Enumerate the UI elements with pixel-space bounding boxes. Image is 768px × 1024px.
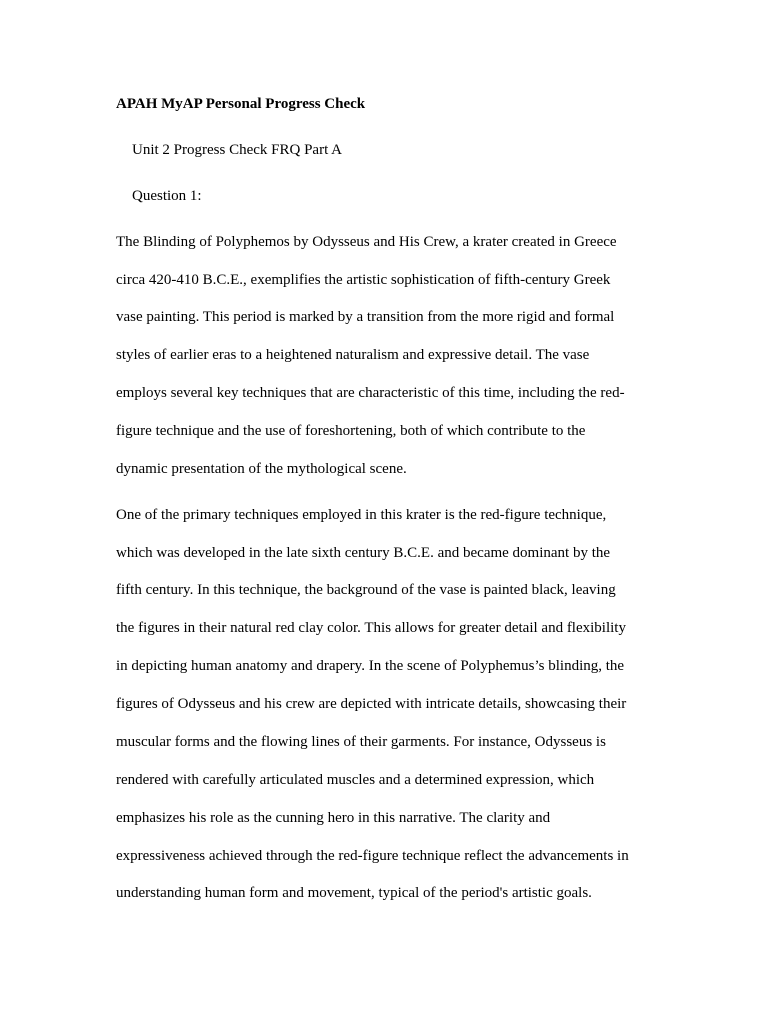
paragraph-line: One of the primary techniques employed in this krater is the red-figure technique, [116, 507, 607, 523]
question-label: Question 1: [132, 188, 202, 204]
paragraph-line: figures of Odysseus and his crew are depicted with intricate details, showcasing their [116, 696, 627, 712]
paragraph-line: muscular forms and the flowing lines of their garments. For instance, Odysseus is [116, 734, 606, 750]
paragraph-line: in depicting human anatomy and drapery. In the scene of Polyphemus’s blinding, the [116, 658, 625, 674]
paragraph-line: figure technique and the use of foreshortening, both of which contribute to the [116, 423, 586, 439]
paragraph-line: fifth century. In this technique, the background of the vase is painted black, leaving [116, 582, 616, 598]
paragraph-line: dynamic presentation of the mythological scene. [116, 461, 407, 477]
paragraph-line: expressiveness achieved through the red-figure technique reflect the advancements in [116, 848, 629, 864]
paragraph-line: vase painting. This period is marked by a transition from the more rigid and formal [116, 309, 615, 325]
paragraph-line: emphasizes his role as the cunning hero in this narrative. The clarity and [116, 810, 551, 826]
paragraph-line: rendered with carefully articulated muscles and a determined expression, which [116, 772, 595, 788]
paragraph-line: circa 420-410 B.C.E., exemplifies the artistic sophistication of fifth-century Greek [116, 272, 611, 288]
unit-heading: Unit 2 Progress Check FRQ Part A [132, 142, 342, 158]
paragraph-line: employs several key techniques that are characteristic of this time, including the red- [116, 385, 625, 401]
paragraph-line: which was developed in the late sixth century B.C.E. and became dominant by the [116, 545, 611, 561]
paragraph-line: understanding human form and movement, typical of the period's artistic goals. [116, 885, 592, 901]
paragraph-line: The Blinding of Polyphemos by Odysseus and His Crew, a krater created in Greece [116, 234, 617, 250]
paragraph-line: the figures in their natural red clay color. This allows for greater detail and flexibility [116, 620, 626, 636]
paragraph-line: styles of earlier eras to a heightened naturalism and expressive detail. The vase [116, 347, 590, 363]
document-title: APAH MyAP Personal Progress Check [116, 96, 366, 112]
